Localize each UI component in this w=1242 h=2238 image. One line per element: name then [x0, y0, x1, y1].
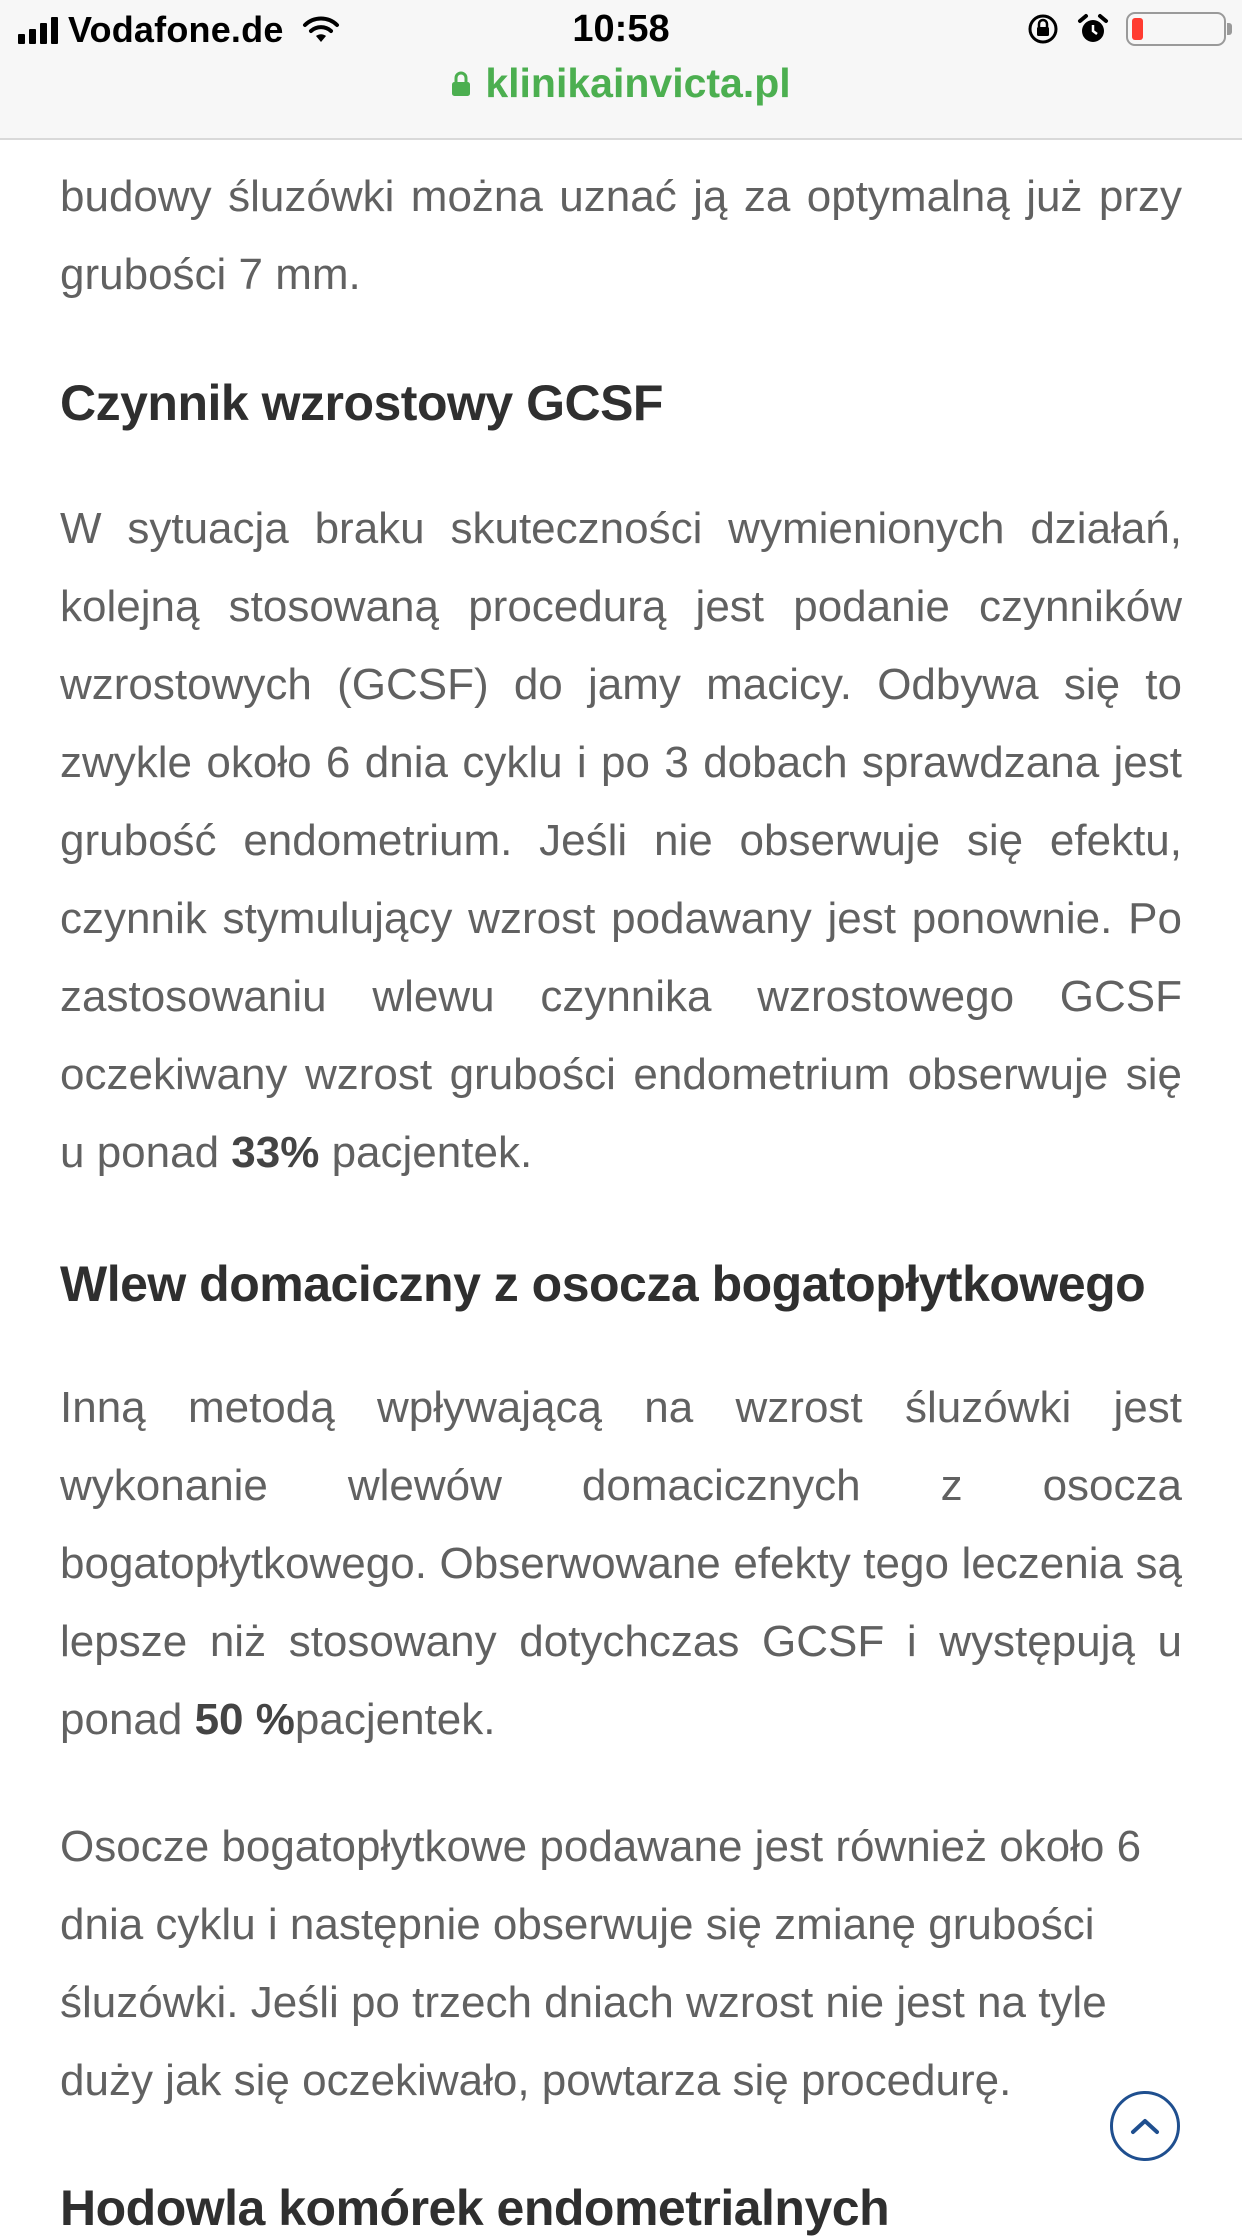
browser-chrome	[0, 0, 1242, 140]
alarm-icon	[1076, 12, 1110, 46]
paragraph-prp-1-tail: pacjentek.	[294, 1695, 496, 1744]
paragraph-partial: budowy śluzówki można uznać ją za optymalną już przy grubości 7 mm.	[60, 172, 1182, 299]
paragraph-gcsf-text: W sytuacja braku skuteczności wymienionych działań, kolejną stosowaną procedurą jest podanie czynników wzrostowych (GCSF) do jamy macicy. Odbywa się to zwykle około 6 dnia cyklu i po 3 dobach sprawdzana jest grubość endometrium. Jeśli nie obserwuje się efektu, czynnik stymulujący wzrost podawany jest ponownie. Po zastosowaniu wlewu czynnika wzrostowego GCSF oczekiwany wzrost grubości endometrium obserwuje się u ponad	[60, 504, 1182, 1177]
heading-next-partial: Hodowla komórek endometrialnych	[60, 2180, 890, 2236]
carrier-name: Vodafone.de	[68, 9, 284, 50]
address-bar[interactable]	[0, 60, 1242, 107]
paragraph-prp-1-text: Inną metodą wpływającą na wzrost śluzówki jest wykonanie wlewów domacicznych z osocza bogatopłytkowego. Obserwowane efekty tego leczenia są lepsze niż stosowany dotychczas GCSF i występują u ponad	[60, 1383, 1182, 1744]
paragraph-gcsf-tail: pacjentek.	[319, 1128, 533, 1177]
chevron-up-icon	[1129, 2116, 1161, 2136]
bold-value-33: 33%	[231, 1128, 320, 1177]
orientation-lock-icon	[1026, 12, 1060, 46]
heading-prp: Wlew domaciczny z osocza bogatopłytkowego	[60, 1256, 1146, 1312]
battery-icon	[1126, 12, 1226, 46]
paragraph-gcsf	[60, 490, 1182, 1192]
scroll-to-top-button[interactable]	[1110, 2091, 1180, 2161]
status-right	[1026, 12, 1226, 46]
heading-gcsf: Czynnik wzrostowy GCSF	[60, 375, 663, 431]
battery-level	[1132, 18, 1143, 40]
paragraph-prp-1	[60, 1369, 1182, 1759]
url-text[interactable]: klinikainvicta.pl	[485, 60, 791, 106]
paragraph-prp-2: Osocze bogatopłytkowe podawane jest również około 6 dnia cyklu i następnie obserwuje się zmianę grubości śluzówki. Jeśli po trzech dniach wzrost nie jest na tyle duży jak się oczekiwało, powtarza się procedurę.	[60, 1822, 1142, 2105]
bold-value-50: 50 %	[194, 1695, 295, 1744]
clock: 10:58	[572, 8, 670, 50]
lock-icon	[451, 71, 471, 97]
